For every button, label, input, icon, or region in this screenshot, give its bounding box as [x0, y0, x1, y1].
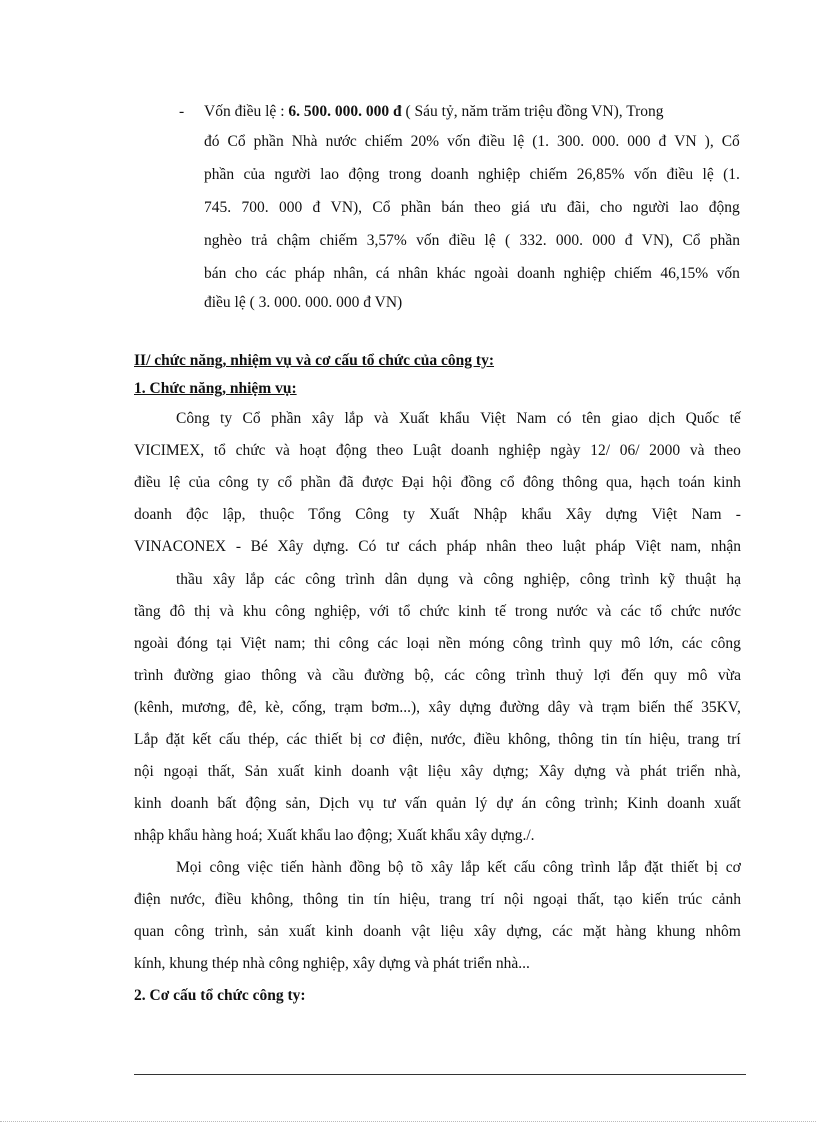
subsection-heading-1: 1. Chức năng, nhiệm vụ:: [134, 380, 297, 397]
bullet-line-7: điều lệ ( 3. 000. 000. 000 đ VN): [204, 294, 403, 311]
para1-line-1: Công ty Cổ phần xây lắp và Xuất khẩu Việt Nam có tên giao dịch Quốc tế: [176, 410, 741, 427]
charter-capital-amount: 6. 500. 000. 000 đ: [288, 103, 402, 120]
bullet-line-2: đó Cổ phần Nhà nước chiếm 20% vốn điều lệ (1. 300. 000. 000 đ VN ), Cổ: [204, 133, 740, 150]
para2-line-2: tầng đô thị và khu công nghiệp, với tổ chức kinh tế trong nước và các tổ chức nước: [134, 603, 741, 620]
para3-line-4: kính, khung thép nhà công nghiệp, xây dựng và phát triển nhà...: [134, 955, 530, 972]
para1-line-3: điều lệ của công ty cổ phần đã được Đại hội đồng cổ đông thông qua, hạch toán kinh: [134, 474, 741, 491]
bullet-line-4: 745. 700. 000 đ VN), Cổ phần bán theo giá ưu đãi, cho người lao động: [204, 199, 740, 216]
bullet-line-6: bán cho các pháp nhân, cá nhân khác ngoài doanh nghiệp chiếm 46,15% vốn: [204, 265, 740, 282]
subsection-heading-2: 2. Cơ cấu tổ chức công ty:: [134, 987, 306, 1004]
page-bottom-border: [0, 1121, 816, 1122]
para1-line-2: VICIMEX, tổ chức và hoạt động theo Luật doanh nghiệp ngày 12/ 06/ 2000 và theo: [134, 442, 741, 459]
bullet-line-1: [204, 101, 740, 123]
para3-line-1: Mọi công việc tiến hành đồng bộ tõ xây lắp kết cấu công trình lắp đặt thiết bị cơ: [176, 859, 741, 876]
para1-line-4: doanh độc lập, thuộc Tổng Công ty Xuất Nhập khẩu Xây dựng Việt Nam -: [134, 506, 741, 523]
footer-rule: [134, 1074, 746, 1075]
bullet-line-5: nghèo trả chậm chiếm 3,57% vốn điều lệ ( 332. 000. 000 đ VN), Cổ phần: [204, 232, 740, 249]
para2-line-7: nội ngoại thất, Sản xuất kinh doanh vật liệu xây dựng; Xây dựng và phát triển nhà,: [134, 763, 741, 780]
para3-line-2: điện nước, điều không, thông tin tín hiệu, trang trí nội ngoại thất, tạo kiến trúc cảnh: [134, 891, 741, 908]
para2-line-4: trình đường giao thông và cầu đường bộ, các công trình thuỷ lợi đến quy mô vừa: [134, 667, 741, 684]
bullet-line-1-suffix: ( Sáu tỷ, năm trăm triệu đồng VN), Trong: [401, 103, 664, 120]
section-heading: II/ chức năng, nhiệm vụ và cơ cấu tổ chức của công ty:: [134, 352, 495, 369]
para1-line-5: VINACONEX - Bé Xây dựng. Có tư cách pháp nhân theo luật pháp Việt nam, nhận: [134, 538, 741, 555]
para3-line-3: quan công trình, sản xuất kinh doanh vật liệu xây dựng, các mặt hàng khung nhôm: [134, 923, 741, 940]
para2-line-9: nhập khẩu hàng hoá; Xuất khẩu lao động; Xuất khẩu xây dựng./.: [134, 827, 535, 844]
para2-line-3: ngoài đóng tại Việt nam; thi công các loại nền móng công trình quy mô lớn, các công: [134, 635, 741, 652]
para2-line-8: kinh doanh bất động sản, Dịch vụ tư vấn quản lý dự án công trình; Kinh doanh xuất: [134, 795, 741, 812]
bullet-dash: -: [179, 103, 185, 120]
para2-line-1: thầu xây lắp các công trình dân dụng và công nghiệp, công trình kỹ thuật hạ: [176, 571, 741, 588]
bullet-line-3: phần của người lao động trong doanh nghiệp chiếm 26,85% vốn điều lệ (1.: [204, 166, 740, 183]
bullet-line-1-prefix: Vốn điều lệ :: [204, 103, 289, 120]
para2-line-5: (kênh, mương, đê, kè, cống, trạm bơm...), xây dựng đường dây và trạm biến thế 35KV,: [134, 699, 741, 716]
para2-line-6: Lắp đặt kết cấu thép, các thiết bị cơ điện, nước, điều không, thông tin tín hiệu, trang trí: [134, 731, 741, 748]
